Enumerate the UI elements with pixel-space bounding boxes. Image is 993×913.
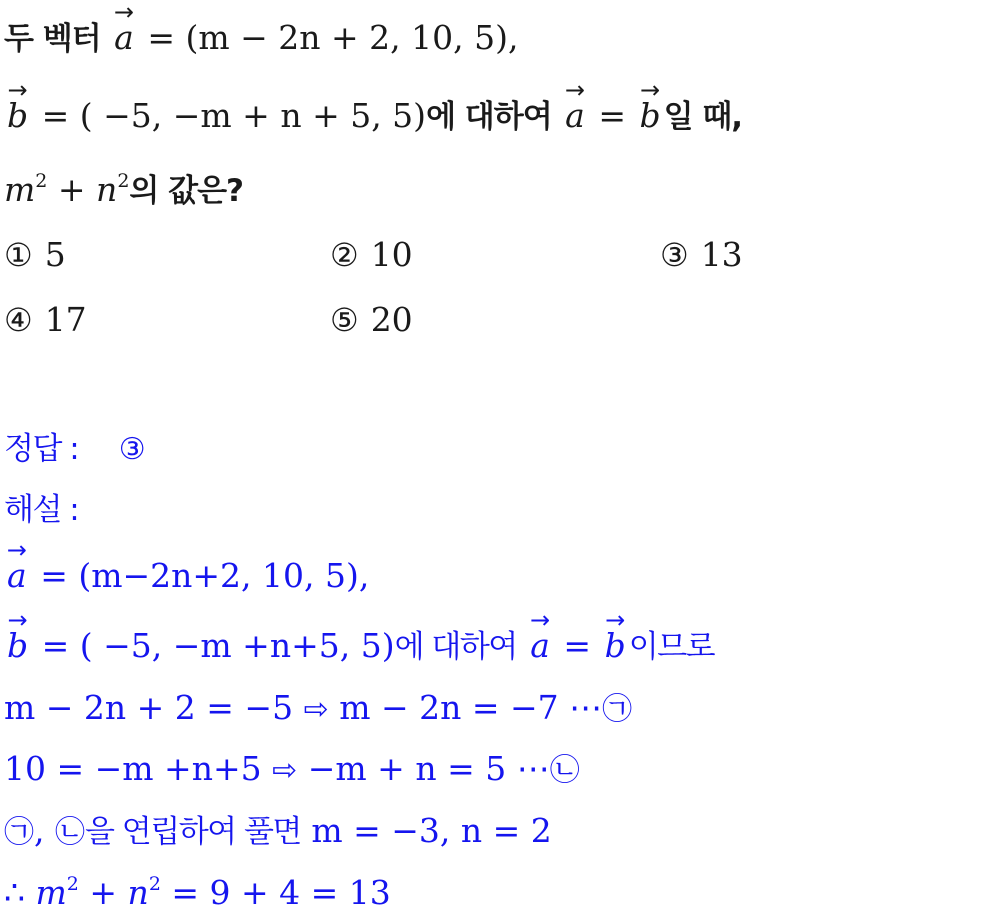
choice-number: ④ (4, 301, 33, 339)
exponent: 2 (66, 873, 79, 895)
plus-sign: + (57, 170, 86, 209)
implies-arrow-icon: ⇨ (303, 692, 329, 727)
solution-line-5 (4, 811, 552, 853)
solution-line-6 (4, 873, 391, 913)
vector-a-components: = (m−2n+2, 10, 5), (40, 556, 370, 595)
exponent: 2 (117, 170, 130, 192)
solve-text: 을 연립하여 풀면 (85, 814, 301, 850)
choice-value: 13 (700, 235, 743, 274)
choice-4[interactable] (4, 300, 87, 340)
equation-right: −m + n = 5 ⋯ (307, 749, 550, 788)
vector-b-components: = ( −5, −m +n+5, 5) (41, 626, 395, 665)
vector-arrow-icon: → (7, 606, 28, 634)
choice-number: ② (330, 236, 359, 274)
final-result: = 9 + 4 = 13 (171, 873, 391, 912)
choice-2[interactable] (330, 235, 413, 275)
vector-arrow-icon: → (564, 76, 586, 104)
answer-label: 정답 : (4, 431, 79, 467)
problem-intro-text: 두 벡터 (4, 21, 101, 57)
vector-a-components: = (m − 2n + 2, 10, 5), (147, 18, 519, 57)
explanation-label-line (4, 489, 78, 530)
equation-mark: ㉡ (549, 753, 580, 788)
equation-mark: ㉡ (55, 815, 85, 850)
implies-arrow-icon: ⇨ (272, 753, 298, 788)
vector-a: → a (527, 626, 553, 666)
solution-mid-text: 에 대하여 (394, 629, 517, 665)
equation-mark: ㉠ (4, 815, 34, 850)
exponent: 2 (35, 170, 48, 192)
solution-line-2 (4, 606, 715, 667)
vector-arrow-icon: → (639, 76, 661, 104)
plus-sign: + (89, 873, 118, 912)
answer-line (4, 428, 146, 470)
equation-right: m − 2n = −7 ⋯ (339, 688, 603, 727)
solution-result: m = −3, n = 2 (311, 811, 552, 850)
problem-question-text: 의 값은? (129, 173, 244, 209)
answer-value: ③ (118, 432, 146, 467)
vector-b: → b (4, 96, 31, 136)
vector-a: → a (562, 96, 588, 136)
var-n: n (96, 170, 118, 209)
problem-line-1 (4, 0, 519, 59)
explanation-label: 해설 : (4, 492, 79, 528)
vector-b-components: = ( −5, −m + n + 5, 5) (41, 96, 427, 135)
vector-b: → b (602, 626, 629, 666)
vector-arrow-icon: → (6, 536, 27, 564)
equation-left: 10 = −m +n+5 (4, 749, 262, 788)
solution-therefore-text: 이므로 (628, 629, 715, 665)
solution-line-4 (4, 749, 580, 791)
var-m: m (35, 873, 67, 912)
equation-mark: ㉠ (602, 692, 633, 727)
solution-line-1 (4, 536, 370, 596)
vector-arrow-icon: → (7, 76, 28, 104)
choice-number: ① (4, 236, 33, 274)
comma: , (34, 811, 45, 850)
problem-line-2 (4, 76, 743, 137)
choice-value: 10 (370, 235, 413, 274)
vector-a: → a (111, 18, 137, 58)
equals-sign: = (563, 626, 592, 665)
problem-condition-text: 일 때, (663, 99, 743, 135)
var-n: n (127, 873, 149, 912)
solution-line-3 (4, 688, 632, 730)
choice-1[interactable] (4, 235, 66, 275)
vector-arrow-icon: → (113, 0, 135, 26)
exponent: 2 (148, 873, 161, 895)
vector-a: → a (4, 556, 30, 596)
equals-sign: = (598, 96, 626, 135)
therefore-symbol: ∴ (4, 873, 25, 912)
choice-value: 5 (44, 235, 66, 274)
problem-mid-text: 에 대하여 (426, 99, 552, 135)
equation-left: m − 2n + 2 = −5 (4, 688, 294, 727)
choice-number: ⑤ (330, 301, 359, 339)
choice-value: 20 (370, 300, 413, 339)
choice-number: ③ (660, 236, 689, 274)
problem-line-3 (4, 170, 243, 211)
vector-arrow-icon: → (530, 606, 551, 634)
var-m: m (4, 170, 36, 209)
vector-arrow-icon: → (605, 606, 626, 634)
choice-3[interactable] (660, 235, 743, 275)
vector-b: → b (636, 96, 663, 136)
choice-5[interactable] (330, 300, 413, 340)
choice-value: 17 (44, 300, 87, 339)
vector-b: → b (4, 626, 31, 666)
